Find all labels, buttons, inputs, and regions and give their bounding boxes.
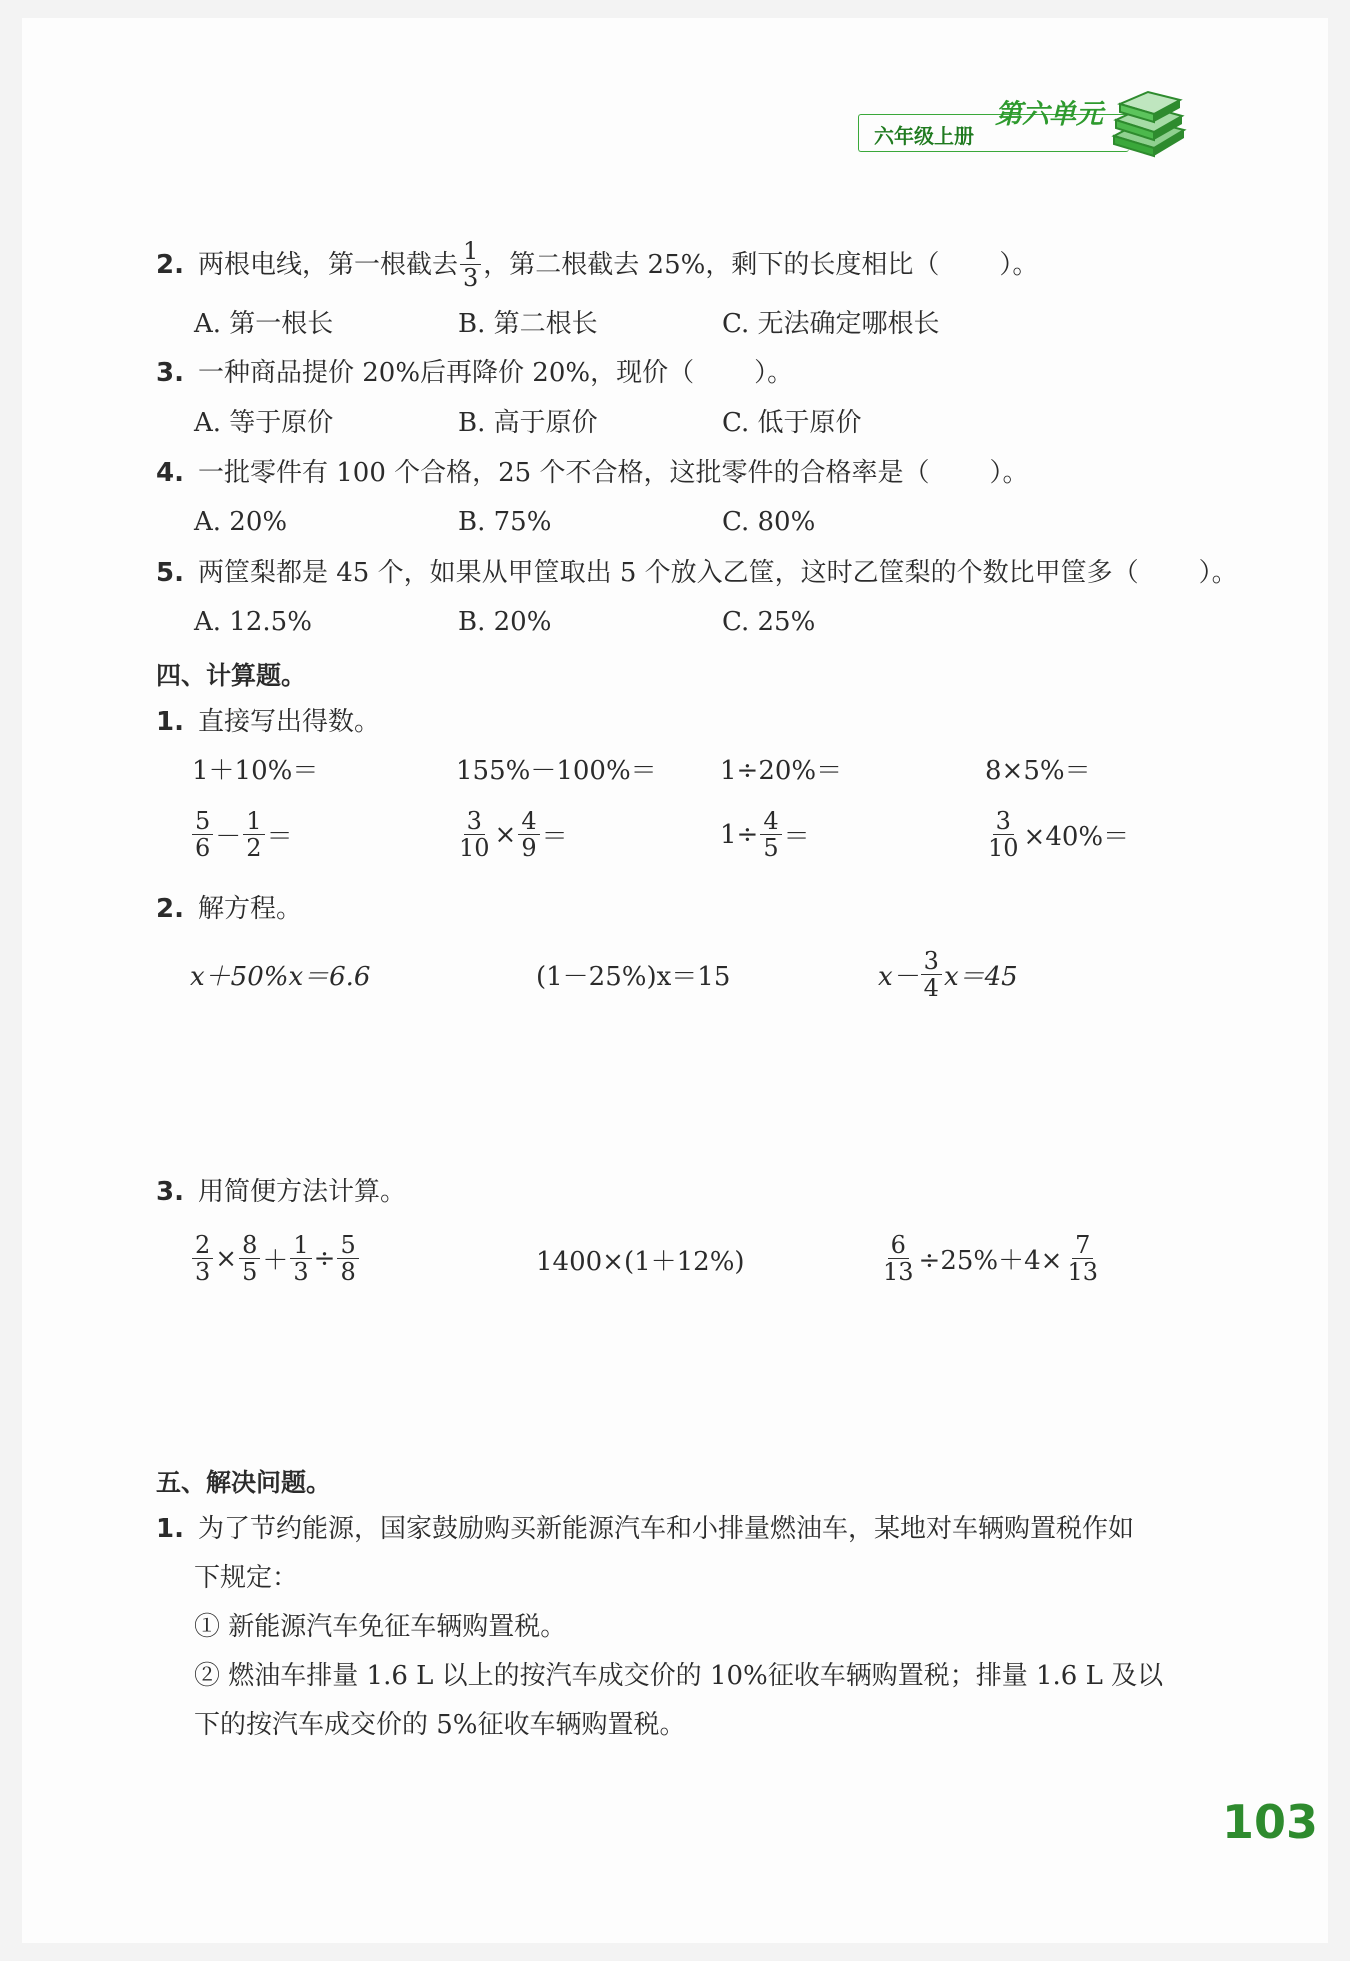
- oral-calc-6: $\frac{3}{10}$ × $\frac{4}{9}$ ＝: [459, 807, 568, 862]
- question-4-2: 2. 解方程。: [156, 894, 302, 924]
- question-4-3: 3. 用简便方法计算。: [156, 1177, 406, 1207]
- equation-3: x－ $\frac{3}{4}$ x＝45: [878, 947, 1018, 1002]
- option-a: A. 等于原价: [194, 408, 334, 438]
- rule-1: ① 新能源汽车免征车辆购置税。: [194, 1612, 567, 1642]
- oral-calc-8: $\frac{3}{10}$ ×40%＝: [988, 807, 1130, 862]
- unit-title: 第六单元: [995, 99, 1103, 130]
- option-b: B. 20%: [458, 607, 552, 637]
- option-c: C. 无法确定哪根长: [722, 309, 940, 339]
- equation-1: x＋50%x＝6.6: [190, 962, 371, 992]
- question-3-3: 3. 一种商品提价 20%后再降价 20%，现价（ ）。: [156, 358, 794, 388]
- option-b: B. 第二根长: [458, 309, 598, 339]
- rule-2: ② 燃油车排量 1.6 L 以上的按汽车成交价的 10%征收车辆购置税；排量 1.6 L 及以: [194, 1661, 1164, 1691]
- oral-calc-4: 8×5%＝: [985, 756, 1091, 786]
- page-number: 103: [1222, 1795, 1319, 1849]
- option-a: A. 第一根长: [194, 309, 334, 339]
- simplify-calc-1: $\frac{2}{3}$ × $\frac{8}{5}$ ＋ $\frac{1}{3}$ ÷ $\frac{5}{8}$: [190, 1232, 361, 1285]
- option-c: C. 25%: [722, 607, 816, 637]
- rule-2-cont: 下的按汽车成交价的 5%征收车辆购置税。: [194, 1710, 686, 1740]
- option-c: C. 低于原价: [722, 408, 862, 438]
- oral-calc-7: 1÷ $\frac{4}{5}$ ＝: [720, 807, 810, 862]
- question-5-1: 1. 为了节约能源，国家鼓励购买新能源汽车和小排量燃油车，某地对车辆购置税作如: [156, 1514, 1134, 1544]
- question-4-1: 1. 直接写出得数。: [156, 707, 380, 737]
- option-c: C. 80%: [722, 507, 816, 537]
- books-icon: [1108, 86, 1188, 158]
- section-title-4: 四、计算题。: [156, 661, 307, 690]
- grade-label: 六年级上册: [874, 124, 974, 148]
- question-3-5: 5. 两筐梨都是 45 个，如果从甲筐取出 5 个放入乙筐，这时乙筐梨的个数比甲筐多（ ）。: [156, 558, 1238, 588]
- section-title-5: 五、解决问题。: [156, 1468, 332, 1497]
- option-b: B. 75%: [458, 507, 552, 537]
- option-a: A. 20%: [194, 507, 288, 537]
- question-3-4: 4. 一批零件有 100 个合格，25 个不合格，这批零件的合格率是（ ）。: [156, 458, 1029, 488]
- question-3-2: 2. 两根电线，第一根截去 $\frac{1}{3}$ ，第二根截去 25%，剩下的长度相比（ ）。: [156, 237, 1039, 292]
- oral-calc-2: 155%－100%＝: [456, 756, 657, 786]
- oral-calc-1: 1＋10%＝: [192, 756, 319, 786]
- oral-calc-3: 1÷20%＝: [720, 756, 843, 786]
- fraction: $\frac{1}{3}$: [460, 238, 481, 291]
- oral-calc-5: $\frac{5}{6}$ － $\frac{1}{2}$ ＝: [190, 808, 293, 861]
- question-5-1-line2: 下规定：: [194, 1563, 299, 1593]
- option-a: A. 12.5%: [194, 607, 312, 637]
- simplify-calc-2: 1400×(1＋12%): [536, 1247, 745, 1277]
- option-b: B. 高于原价: [458, 408, 598, 438]
- equation-2: (1－25%)x＝15: [536, 962, 731, 992]
- simplify-calc-3: $\frac{6}{13}$ ÷25%＋4× $\frac{7}{13}$: [883, 1231, 1098, 1286]
